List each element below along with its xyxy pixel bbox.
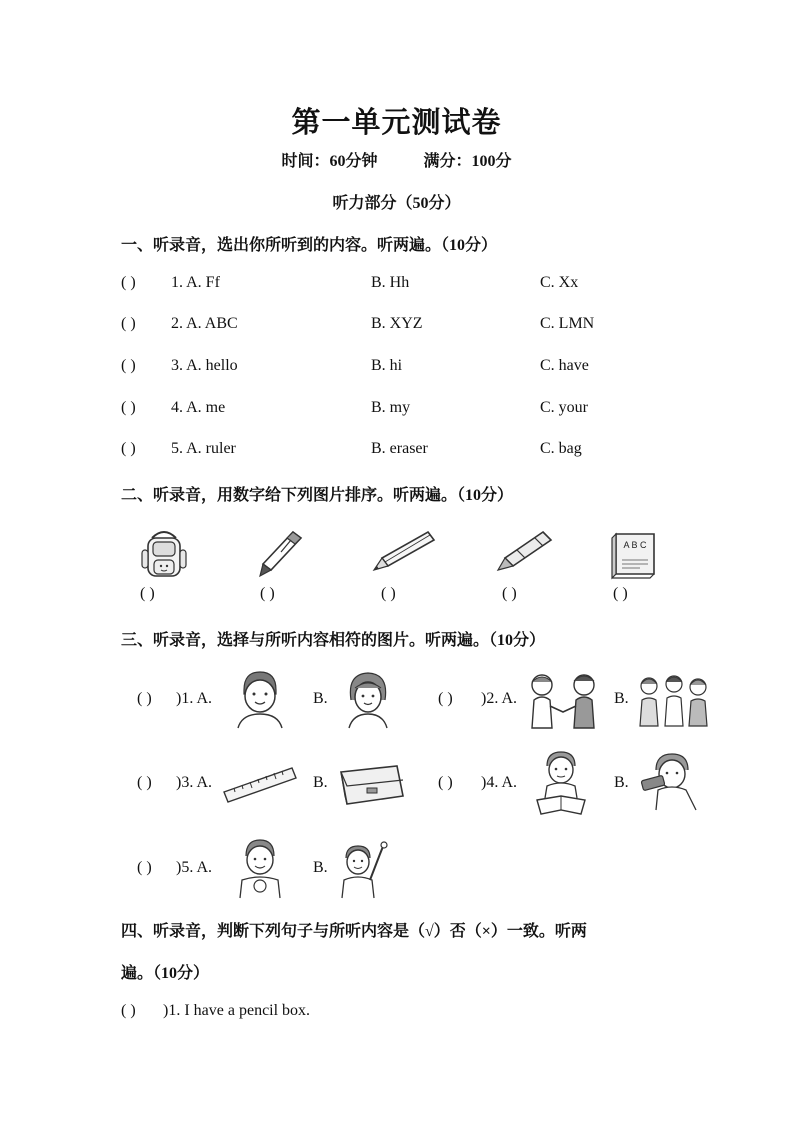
section4-heading-line2: 遍。（10分） bbox=[121, 965, 210, 982]
group-of-children-icon bbox=[636, 672, 712, 728]
answer-paren[interactable]: ( ) bbox=[613, 585, 628, 602]
option-c: C. have bbox=[540, 357, 589, 374]
answer-paren[interactable]: ( ) bbox=[121, 440, 136, 457]
child-with-pencil-box-icon bbox=[638, 752, 698, 812]
answer-paren[interactable]: ( ) bbox=[137, 774, 152, 791]
answer-paren[interactable]: ( ) bbox=[137, 690, 152, 707]
option-c: C. LMN bbox=[540, 315, 595, 332]
answer-paren[interactable]: ( ) bbox=[121, 399, 136, 416]
handshake-icon bbox=[526, 672, 600, 730]
answer-paren[interactable]: ( ) bbox=[438, 774, 453, 791]
option-b: B. my bbox=[371, 399, 411, 416]
option-a: 5. A. ruler bbox=[171, 440, 236, 457]
school-bag-icon bbox=[138, 528, 190, 580]
child-reading-book-icon bbox=[533, 750, 589, 816]
answer-paren[interactable]: ( ) bbox=[137, 859, 152, 876]
answer-paren[interactable]: ( ) bbox=[121, 1002, 136, 1019]
answer-paren[interactable]: ( ) bbox=[260, 585, 275, 602]
answer-paren[interactable]: ( ) bbox=[438, 690, 453, 707]
option-a: 4. A. me bbox=[171, 399, 226, 416]
item-1-option-b: B. bbox=[313, 690, 328, 707]
item-3-option-b: B. bbox=[313, 774, 328, 791]
exam-info bbox=[0, 148, 793, 171]
option-a: 1. A. Ff bbox=[171, 274, 220, 291]
book-icon bbox=[610, 530, 660, 580]
girl-face-icon bbox=[343, 670, 393, 728]
option-b: B. Hh bbox=[371, 274, 410, 291]
boy-face-icon bbox=[234, 670, 286, 728]
answer-paren[interactable]: ( ) bbox=[121, 357, 136, 374]
boy-raising-hand-icon bbox=[338, 840, 390, 900]
item-1-option-a: )1. A. bbox=[176, 690, 212, 707]
answer-paren[interactable]: ( ) bbox=[502, 585, 517, 602]
full-score: 满分：100分 bbox=[423, 153, 512, 170]
option-c: C. Xx bbox=[540, 274, 579, 291]
pen-icon bbox=[255, 528, 307, 578]
item-5-option-a: )5. A. bbox=[176, 859, 212, 876]
pencil-box-icon bbox=[333, 762, 407, 806]
boy-waving-icon bbox=[234, 838, 286, 900]
option-c: C. bag bbox=[540, 440, 582, 457]
item-4-option-a: )4. A. bbox=[481, 774, 517, 791]
item-2-option-b: B. bbox=[614, 690, 629, 707]
section3-heading: 三、听录音，选择与所听内容相符的图片。听两遍。（10分） bbox=[121, 632, 546, 649]
answer-paren[interactable]: ( ) bbox=[121, 274, 136, 291]
time-limit: 时间：60分钟 bbox=[281, 153, 378, 170]
option-a: 3. A. hello bbox=[171, 357, 238, 374]
option-b: B. eraser bbox=[371, 440, 428, 457]
answer-paren[interactable]: ( ) bbox=[140, 585, 155, 602]
section1-heading: 一、听录音，选出你所听到的内容。听两遍。（10分） bbox=[121, 237, 498, 254]
section4-question-1: )1. I have a pencil box. bbox=[163, 1002, 311, 1019]
book-cover-text: A B C bbox=[623, 540, 647, 550]
item-5-option-b: B. bbox=[313, 859, 328, 876]
option-a: 2. A. ABC bbox=[171, 315, 238, 332]
answer-paren[interactable]: ( ) bbox=[381, 585, 396, 602]
crayon-icon bbox=[495, 530, 553, 572]
item-2-option-a: )2. A. bbox=[481, 690, 517, 707]
item-4-option-b: B. bbox=[614, 774, 629, 791]
option-b: B. hi bbox=[371, 357, 403, 374]
page-title: 第一单元测试卷 bbox=[291, 107, 502, 139]
section4-heading-line1: 四、听录音，判断下列句子与所听内容是（√）否（×）一致。听两 bbox=[121, 923, 587, 940]
option-b: B. XYZ bbox=[371, 315, 423, 332]
ruler-icon bbox=[222, 764, 298, 804]
answer-paren[interactable]: ( ) bbox=[121, 315, 136, 332]
item-3-option-a: )3. A. bbox=[176, 774, 212, 791]
option-c: C. your bbox=[540, 399, 588, 416]
section2-heading: 二、听录音，用数字给下列图片排序。听两遍。（10分） bbox=[121, 487, 514, 504]
pencil-icon bbox=[372, 530, 436, 572]
listening-part-title: 听力部分（50分） bbox=[332, 195, 461, 212]
